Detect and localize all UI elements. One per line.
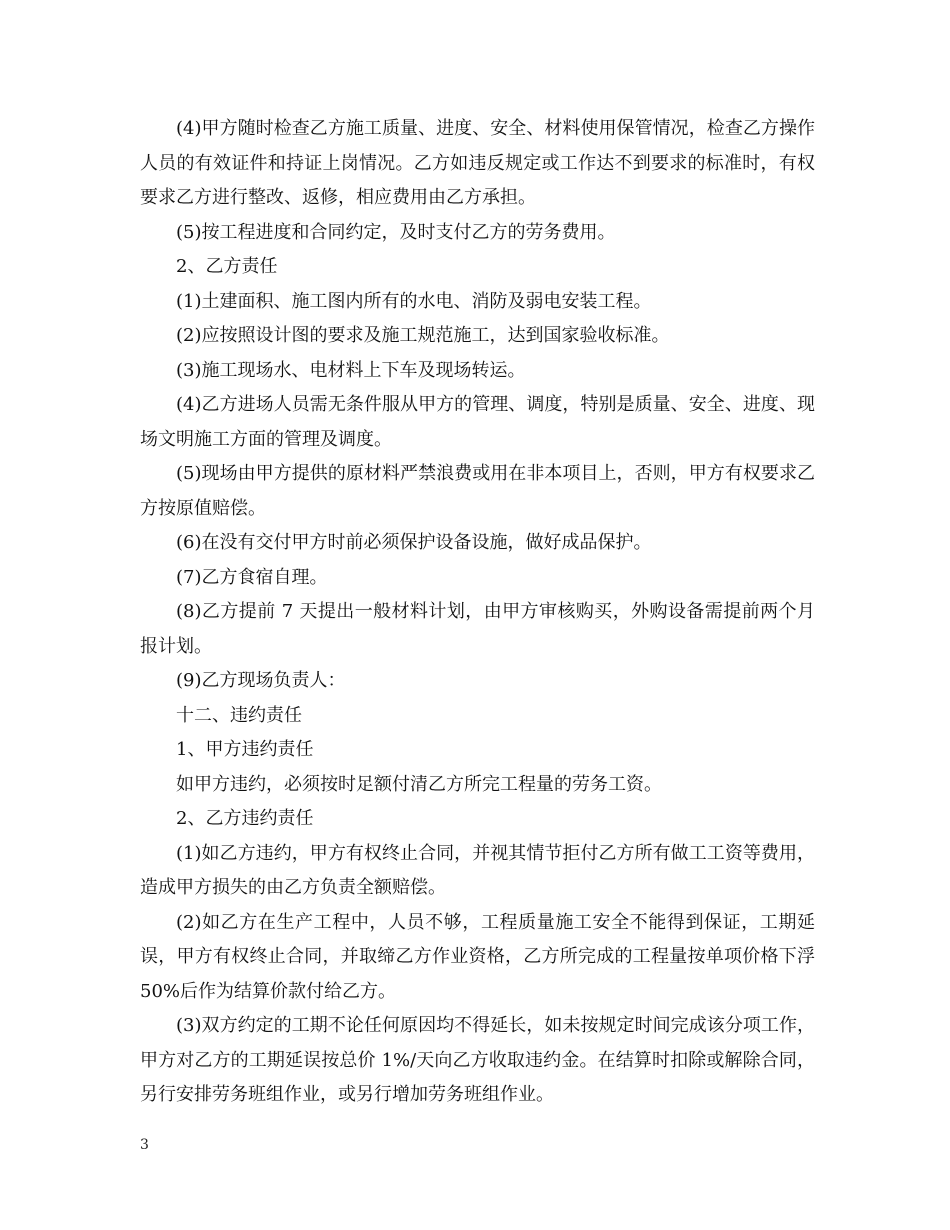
paragraph: (1)土建面积、施工图内所有的水电、消防及弱电安装工程。: [176, 290, 652, 312]
section-heading: 2、乙方违约责任: [176, 808, 314, 829]
paragraph: (2)如乙方在生产工程中，人员不够，工程质量施工安全不能得到保证，工期延误，甲方有权终止合同，并取缔乙方作业资格，乙方所完成的工程量按单项价格下浮 50%后作为结算价款付给乙方。: [140, 911, 815, 1002]
paragraph: (7)乙方食宿自理。: [176, 566, 328, 588]
page-number: 3: [140, 1137, 149, 1153]
paragraph: (3)施工现场水、电材料上下车及现场转运。: [176, 359, 526, 381]
document-body: [140, 112, 815, 1113]
section-heading: 十二、违约责任: [176, 704, 302, 726]
paragraph: (5)现场由甲方提供的原材料严禁浪费或用在非本项目上，否则，甲方有权要求乙方按原值赔偿。: [140, 463, 815, 519]
paragraph: (3)双方约定的工期不论任何原因均不得延长，如未按规定时间完成该分项工作，甲方对乙方的工期延误按总价 1%/天向乙方收取违约金。在结算时扣除或解除合同，另行安排劳务班组作业，或另行增加劳务班组作业。: [140, 1015, 815, 1105]
paragraph: (6)在没有交付甲方时前必须保护设备设施，做好成品保护。: [176, 532, 652, 553]
paragraph: 如甲方违约，必须按时足额付清乙方所完工程量的劳务工资。: [176, 773, 662, 795]
paragraph: (4)甲方随时检查乙方施工质量、进度、安全、材料使用保管情况，检查乙方操作人员的有效证件和持证上岗情况。乙方如违反规定或工作达不到要求的标准时，有权要求乙方进行整改、返修，相应费用由乙方承担。: [140, 118, 815, 208]
paragraph: (9)乙方现场负责人：: [176, 670, 346, 691]
paragraph: (4)乙方进场人员需无条件服从甲方的管理、调度，特别是质量、安全、进度、现场文明施工方面的管理及调度。: [140, 394, 815, 450]
paragraph: (2)应按照设计图的要求及施工规范施工，达到国家验收标准。: [176, 325, 670, 346]
paragraph: (5)按工程进度和合同约定，及时支付乙方的劳务费用。: [176, 221, 616, 243]
paragraph: (1)如乙方违约，甲方有权终止合同，并视其情节拒付乙方所有做工工资等费用，造成甲方损失的由乙方负责全额赔偿。: [140, 842, 815, 898]
section-heading: 1、甲方违约责任: [176, 739, 314, 760]
section-heading: 2、乙方责任: [176, 256, 278, 277]
paragraph: (8)乙方提前 7 天提出一般材料计划，由甲方审核购买，外购设备需提前两个月报计划。: [140, 601, 815, 657]
